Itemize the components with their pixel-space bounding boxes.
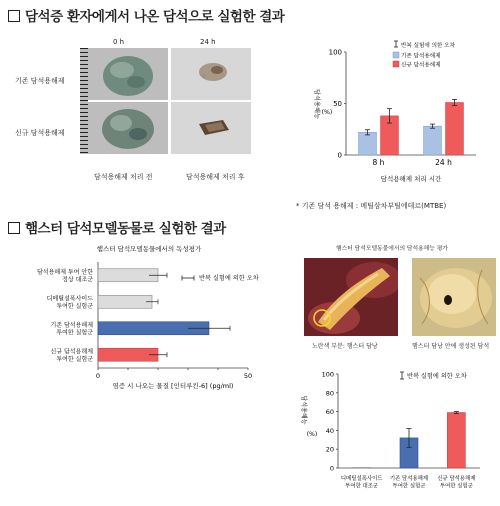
hamster-caption-left: 노란색 부분: 햄스터 담낭 — [312, 343, 378, 350]
chart1-legend-label: 기존 담석용해제 — [401, 53, 441, 60]
col-label-24h: 24 h — [200, 38, 216, 46]
chart2-category-label: 신규 담석용해제 — [50, 348, 93, 356]
col-label-0h: 0 h — [113, 38, 125, 46]
chart3-category-label: 투여한 대조군 — [345, 483, 379, 490]
chart1-legend-swatch — [393, 52, 399, 58]
chart1-y-tick-label: 0 — [337, 151, 342, 160]
chart2-category-label: 정상 대조군 — [62, 276, 93, 284]
section-title-2 — [8, 217, 226, 237]
section-title-2-text: 햄스터 담석모델동물로 실험한 결과 — [25, 221, 226, 237]
chart-hamster-dissolution — [296, 364, 496, 504]
chart3-y-tick-label: 100 — [321, 370, 334, 379]
footnote-mtbe: * 기존 담석 용해제 : 메틸삼차부틸에테르(MTBE) — [296, 202, 447, 210]
hamster-caption-right: 햄스터 담낭 안에 생성된 담석 — [412, 343, 490, 350]
ruler-scale — [80, 48, 88, 154]
chart3-legend-error-text: 반복 실험에 의한 오차 — [407, 373, 467, 380]
chart2-title: 햄스터 담석모델동물에서의 독성평가 — [96, 245, 202, 253]
checkbox-icon — [8, 10, 20, 22]
chart1-legend-swatch — [393, 61, 399, 67]
chart3-y-label: 담석용해능 — [300, 395, 307, 425]
stone-photo-existing-24h — [171, 48, 251, 100]
chart1-bar — [359, 132, 377, 155]
chart1-bar — [424, 126, 442, 155]
chart2-category-label: 투여한 실험군 — [56, 302, 93, 310]
chart3-y-label-unit: (%) — [306, 431, 318, 438]
chart3-y-tick-label: 40 — [325, 426, 334, 435]
chart2-category-label: 투여한 실험군 — [56, 329, 93, 337]
chart1-legend-label: 신규 담석용해제 — [401, 62, 441, 69]
stone-photo-new-0h — [88, 102, 168, 154]
chart3-y-tick-label: 60 — [325, 408, 334, 417]
chart2-bar — [98, 295, 152, 308]
chart3-bar — [447, 413, 465, 468]
caption-before: 담석용해제 처리 전 — [94, 173, 153, 181]
chart2-x-label: 염증 시 나오는 물질 [인터루킨-6] (pg/ml) — [112, 382, 234, 390]
section-title-1 — [8, 5, 284, 25]
chart2-x-tick-label: 0 — [95, 372, 101, 380]
hamster-photo-stone — [412, 258, 496, 336]
chart2-x-tick-label: 50 — [243, 372, 253, 380]
hamster-photo-gallbladder — [304, 258, 398, 336]
chart1-y-label-unit: (%) — [321, 109, 333, 116]
chart2-category-label: 담석용해제 투여 안한 — [37, 268, 93, 276]
chart-toxicity — [8, 240, 290, 390]
chart3-category-label: 투여한 실험군 — [439, 483, 473, 490]
chart1-x-label: 담석용해제 처리 시간 — [380, 175, 442, 183]
chart1-bar — [446, 102, 464, 155]
stone-photo-existing-0h — [88, 48, 168, 100]
caption-after: 담석용해제 처리 후 — [186, 173, 245, 181]
chart2-category-label: 디메틸설폭사이드 — [46, 295, 93, 303]
chart3-category-label: 디메틸설폭사이드 — [340, 476, 383, 482]
chart1-y-tick-label: 100 — [328, 48, 342, 57]
chart3-y-tick-label: 20 — [325, 445, 334, 454]
row-label-existing: 기존 담석용해제 — [15, 77, 65, 85]
section-title-1-text: 담석증 환자에게서 나온 담석으로 실험한 결과 — [25, 9, 285, 25]
chart3-y-tick-label: 0 — [329, 464, 334, 473]
stone-photo-new-24h — [171, 102, 251, 154]
checkbox-icon — [8, 222, 20, 234]
chart1-x-tick-label: 8 h — [372, 158, 385, 167]
chart3-category-label: 투여한 실험군 — [392, 483, 426, 490]
chart1-legend-error-text: 반복 실험에 의한 오차 — [401, 43, 455, 49]
chart3-category-label: 신규 담석용해제 — [437, 476, 476, 482]
chart1-y-label: 담석용해능 — [313, 89, 320, 119]
chart3-y-tick-label: 80 — [325, 389, 334, 398]
hamster-photos-title: 햄스터 담석모델동물에서의 담석용해능 평가 — [336, 246, 448, 252]
chart1-y-tick-label: 50 — [333, 100, 342, 108]
chart3-category-label: 기존 담석용해제 — [389, 476, 429, 482]
chart2-legend-error-text: 반복 실험에 의한 오차 — [199, 275, 259, 282]
chart-dissolution-time — [290, 40, 490, 190]
chart2-category-label: 투여한 실험군 — [56, 355, 93, 363]
row-label-new: 신규 담석용해제 — [15, 129, 65, 137]
chart2-category-label: 기존 담석용해제 — [50, 321, 93, 329]
chart1-x-tick-label: 24 h — [435, 158, 452, 167]
